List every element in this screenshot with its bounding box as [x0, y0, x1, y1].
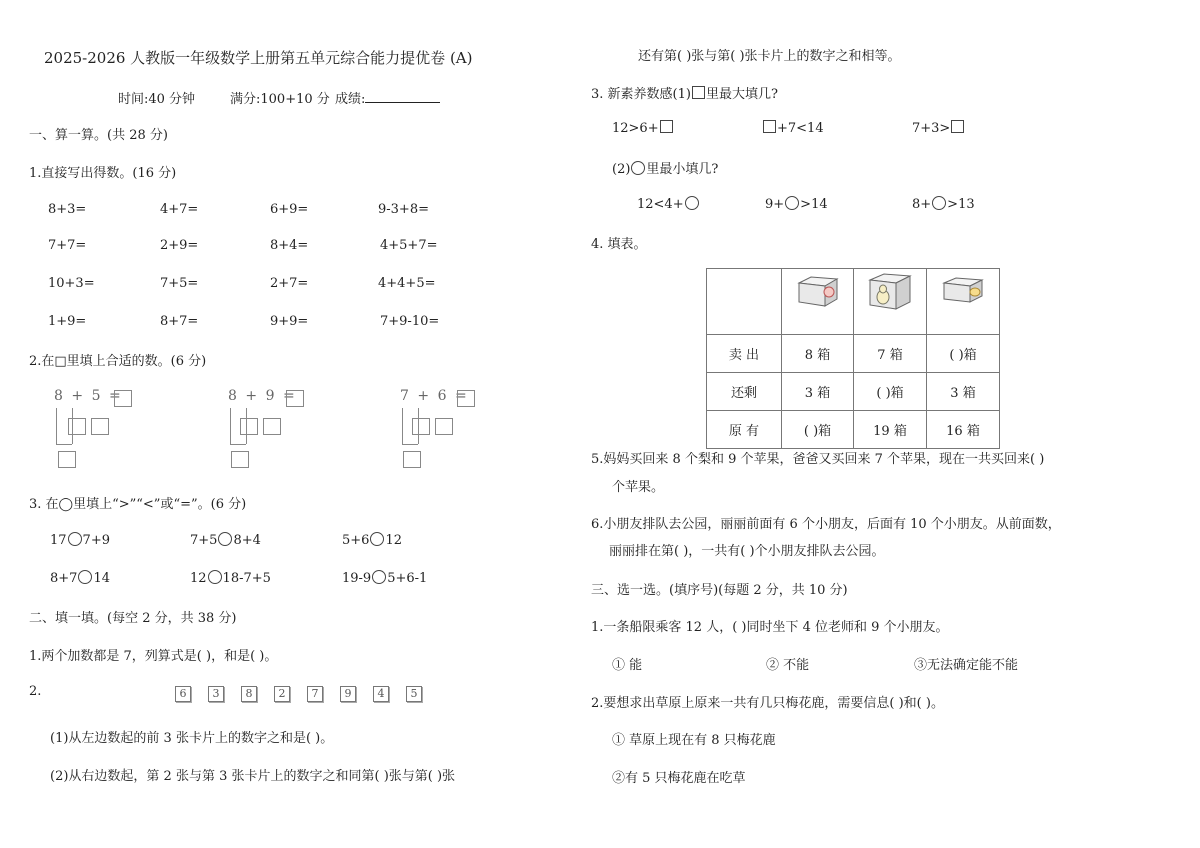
fill-square[interactable]: [763, 120, 776, 133]
split-box[interactable]: [68, 418, 86, 435]
q2-6-line1: 6.小朋友排队去公园，丽丽前面有 6 个小朋友，后面有 10 个小朋友。从前面数，: [591, 517, 1061, 532]
decomposition-diagram: 8 + 5 =: [54, 388, 144, 474]
number-card: 2: [274, 686, 290, 702]
q2-1-text: 1.两个加数都是 7，列算式是( )，和是( )。: [29, 649, 278, 664]
calc-item: 6+9=: [270, 202, 309, 217]
table-cell: 7 箱: [854, 335, 927, 373]
calc-item: 7+9-10=: [380, 314, 440, 329]
compare-circle[interactable]: [218, 532, 232, 546]
table-row: [707, 373, 1000, 411]
split-box[interactable]: [91, 418, 109, 435]
number-card: 4: [373, 686, 389, 702]
calc-item: 7+5=: [160, 276, 199, 291]
choice-option[interactable]: ② 不能: [766, 658, 810, 673]
section-1-heading: 一、算一算。(共 28 分): [29, 128, 168, 143]
calc-item: 4+7=: [160, 202, 199, 217]
sum-box[interactable]: [231, 451, 249, 468]
fill-in-table: [706, 268, 1000, 449]
row-label: 卖 出: [707, 335, 782, 373]
compare-circle[interactable]: [372, 570, 386, 584]
q2-6-line2: 丽丽排在第( )，一共有( )个小朋友排队去公园。: [609, 544, 885, 559]
table-corner: [707, 269, 782, 335]
calc-item: 8+3=: [48, 202, 87, 217]
apple-box-icon: [782, 269, 854, 335]
number-cards: [175, 686, 439, 702]
exam-score: [335, 88, 440, 107]
split-box[interactable]: [435, 418, 453, 435]
exam-title: 2025-2026 人教版一年级数学上册第五单元综合能力提优卷 (A): [44, 49, 473, 67]
fill-square[interactable]: [660, 120, 673, 133]
answer-box[interactable]: [457, 390, 475, 407]
table-cell: 3 箱: [782, 373, 854, 411]
split-box[interactable]: [240, 418, 258, 435]
table-row: [707, 335, 1000, 373]
calc-item: 7+7=: [48, 238, 87, 253]
q2-4-title: 4. 填表。: [591, 237, 647, 252]
calc-item: 4+4+5=: [378, 276, 436, 291]
sum-box[interactable]: [403, 451, 421, 468]
max-fill-item: 7+3>: [912, 120, 965, 136]
answer-box[interactable]: [286, 390, 304, 407]
compare-circle[interactable]: [78, 570, 92, 584]
fill-circle[interactable]: [785, 196, 799, 210]
q2-5-line1: 5.妈妈买回来 8 个梨和 9 个苹果，爸爸又买回来 7 个苹果，现在一共买回来( ): [591, 452, 1045, 467]
number-card: 8: [241, 686, 257, 702]
compare-item: 7+5 8+4: [190, 533, 261, 548]
score-label: 成绩:: [335, 92, 366, 107]
compare-circle[interactable]: [208, 570, 222, 584]
compare-circle[interactable]: [68, 532, 82, 546]
section-3-heading: 三、选一选。(填序号)(每题 2 分，共 10 分): [591, 583, 848, 598]
compare-circle[interactable]: [370, 532, 384, 546]
q2-2-part2: (2)从右边数起，第 2 张与第 3 张卡片上的数字之和同第( )张与第( )张: [50, 769, 456, 784]
split-box[interactable]: [412, 418, 430, 435]
compare-item: 8+7 14: [50, 571, 110, 586]
calc-item: 9+9=: [270, 314, 309, 329]
calc-item: 1+9=: [48, 314, 87, 329]
calc-item: 9-3+8=: [378, 202, 429, 217]
exam-full-score: 满分:100+10 分: [230, 92, 330, 107]
exam-time: 时间:40 分钟: [118, 92, 196, 107]
q2-3-title: 3. 新素养数感(1) 里最大填几?: [591, 87, 778, 102]
number-card: 3: [208, 686, 224, 702]
fill-circle[interactable]: [932, 196, 946, 210]
compare-item: 17 7+9: [50, 533, 110, 548]
decomposition-diagram: 7 + 6 =: [400, 388, 490, 474]
choice-option[interactable]: ③无法确定能不能: [914, 658, 1019, 673]
q1-2-title: 2.在□里填上合适的数。(6 分): [29, 354, 207, 369]
calc-item: 8+7=: [160, 314, 199, 329]
q3-2-text: 2.要想求出草原上原来一共有几只梅花鹿，需要信息( )和( )。: [591, 696, 944, 711]
q2-5-line2: 个苹果。: [612, 480, 665, 495]
table-cell[interactable]: ( )箱: [927, 335, 1000, 373]
table-cell: 8 箱: [782, 335, 854, 373]
q2-2-part1: (1)从左边数起的前 3 张卡片上的数字之和是( )。: [50, 731, 334, 746]
info-option[interactable]: ① 草原上现在有 8 只梅花鹿: [612, 733, 776, 748]
calc-item: 10+3=: [48, 276, 95, 291]
max-fill-item: +7<14: [762, 120, 824, 136]
score-blank[interactable]: [365, 90, 440, 103]
table-cell[interactable]: ( )箱: [782, 411, 854, 449]
table-row: [707, 411, 1000, 449]
number-card: 7: [307, 686, 323, 702]
answer-box[interactable]: [114, 390, 132, 407]
calc-item: 4+5+7=: [380, 238, 438, 253]
number-card: 5: [406, 686, 422, 702]
orange-box-icon: [927, 269, 1000, 335]
calc-item: 2+7=: [270, 276, 309, 291]
decomposition-diagram: 8 + 9 =: [228, 388, 318, 474]
q1-3-title: 3. 在◯里填上“>”“<”或“=”。(6 分): [29, 497, 247, 512]
q2-2-part2-continued: 还有第( )张与第( )张卡片上的数字之和相等。: [638, 49, 901, 64]
number-card: 6: [175, 686, 191, 702]
row-label: 原 有: [707, 411, 782, 449]
fill-square[interactable]: [951, 120, 964, 133]
compare-item: 19-9 5+6-1: [342, 571, 428, 586]
compare-item: 12 18-7+5: [190, 571, 271, 586]
split-box[interactable]: [263, 418, 281, 435]
sum-box[interactable]: [58, 451, 76, 468]
calc-item: 2+9=: [160, 238, 199, 253]
q2-3-sub2: (2) 里最小填几?: [612, 162, 719, 177]
row-label: 还剩: [707, 373, 782, 411]
calc-item: 8+4=: [270, 238, 309, 253]
min-fill-item: 9+ >14: [765, 197, 828, 212]
section-2-heading: 二、填一填。(每空 2 分，共 38 分): [29, 611, 237, 626]
table-cell: 19 箱: [854, 411, 927, 449]
table-cell[interactable]: ( )箱: [854, 373, 927, 411]
table-cell: 16 箱: [927, 411, 1000, 449]
min-fill-item: 8+ >13: [912, 197, 975, 212]
pear-box-icon: [854, 269, 927, 335]
q2-2-number: 2.: [29, 684, 42, 699]
table-cell: 3 箱: [927, 373, 1000, 411]
fill-circle[interactable]: [685, 196, 699, 210]
info-option[interactable]: ②有 5 只梅花鹿在吃草: [612, 771, 746, 786]
choice-option[interactable]: ① 能: [612, 658, 643, 673]
min-fill-item: 12<4+: [637, 196, 700, 212]
number-card: 9: [340, 686, 356, 702]
compare-item: 5+6 12: [342, 533, 402, 548]
max-fill-item: 12>6+: [612, 120, 674, 136]
q1-1-title: 1.直接写出得数。(16 分): [29, 166, 177, 181]
q3-1-text: 1.一条船限乘客 12 人，( )同时坐下 4 位老师和 9 个小朋友。: [591, 620, 949, 635]
